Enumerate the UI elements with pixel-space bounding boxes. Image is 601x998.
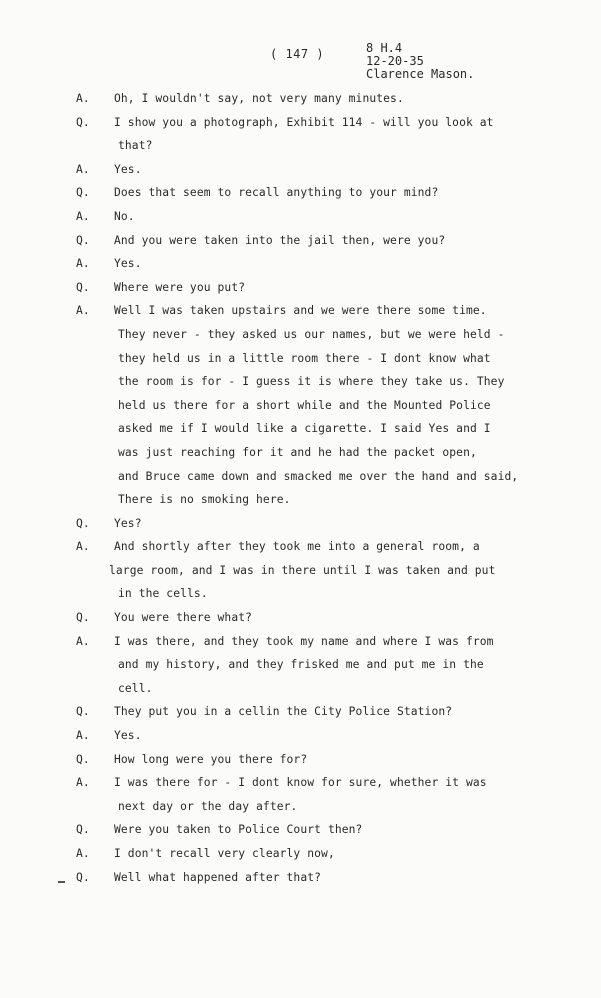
speaker-label: Q. — [76, 752, 90, 766]
line-text: that? — [118, 139, 153, 153]
transcript-line — [76, 753, 576, 777]
transcript-line — [76, 328, 576, 352]
transcript-line — [76, 682, 576, 706]
transcript-line — [76, 540, 576, 564]
speaker-label: Q. — [76, 186, 90, 200]
speaker-label: Q. — [76, 823, 90, 837]
speaker-label: Q. — [76, 516, 90, 530]
line-text: I was there, and they took my name and where I was from — [114, 634, 494, 648]
line-text: There is no smoking here. — [118, 493, 291, 507]
meta-line: 8 H.4 — [366, 41, 403, 55]
transcript-line — [76, 611, 576, 635]
line-text: large room, and I was in there until I was taken and put — [109, 563, 496, 577]
line-text: They put you in a cellin the City Police Station? — [114, 705, 453, 719]
speaker-label: A. — [76, 209, 90, 223]
transcript-line — [76, 564, 576, 588]
speaker-label: Q. — [76, 280, 90, 294]
line-text: held us there for a short while and the Mounted Police — [118, 398, 491, 412]
transcript-line — [76, 281, 576, 305]
transcript-line — [76, 729, 576, 753]
transcript-line — [76, 847, 576, 871]
line-text: Well I was taken upstairs and we were there some time. — [114, 304, 487, 318]
transcript-line — [76, 658, 576, 682]
transcript-line — [76, 422, 576, 446]
page-meta — [366, 42, 474, 81]
line-text: next day or the day after. — [118, 799, 298, 813]
transcript-line — [76, 234, 576, 258]
page-number: ( 147 ) — [270, 47, 325, 61]
transcript-line — [76, 210, 576, 234]
transcript-line — [76, 446, 576, 470]
transcript-line — [76, 257, 576, 281]
speaker-label: A. — [76, 162, 90, 176]
line-text: You were there what? — [114, 611, 253, 625]
speaker-label: A. — [76, 257, 90, 271]
line-text: asked me if I would like a cigarette. I said Yes and I — [118, 422, 491, 436]
speaker-label: Q. — [76, 611, 90, 625]
transcript-line — [76, 399, 576, 423]
transcript-line — [76, 776, 576, 800]
speaker-label: A. — [76, 847, 90, 860]
speaker-label: Q. — [76, 705, 90, 719]
transcript-line — [76, 375, 576, 399]
transcript-line — [76, 139, 576, 163]
line-text: they held us in a little room there - I dont know what — [118, 351, 491, 365]
transcript-line — [76, 116, 576, 140]
transcript-line — [76, 823, 576, 847]
transcript-line — [76, 186, 576, 210]
speaker-label: A. — [76, 634, 90, 648]
transcript-line — [76, 635, 576, 659]
line-text: Yes? — [114, 516, 142, 530]
transcript-line — [76, 352, 576, 376]
transcript-line — [76, 92, 576, 116]
meta-line: 12-20-35 — [366, 54, 424, 68]
line-text: No. — [114, 209, 135, 223]
line-text: was just reaching for it and he had the packet open, — [118, 445, 477, 459]
transcript-body — [76, 92, 576, 894]
speaker-label: A. — [76, 729, 90, 743]
line-text: the room is for - I guess it is where they take us. They — [118, 375, 505, 389]
speaker-label: Q. — [76, 115, 90, 129]
line-text: Oh, I wouldn't say, not very many minutes. — [114, 92, 404, 105]
margin-mark — [58, 881, 65, 883]
transcript-line — [76, 705, 576, 729]
line-text: I show you a photograph, Exhibit 114 - will you look at — [114, 115, 494, 129]
transcript-line — [76, 587, 576, 611]
transcript-line — [76, 800, 576, 824]
line-text: They never - they asked us our names, but we were held - — [118, 327, 505, 341]
line-text: and my history, and they frisked me and put me in the — [118, 658, 484, 672]
transcript-line — [76, 304, 576, 328]
transcript-line — [76, 517, 576, 541]
speaker-label: Q. — [76, 233, 90, 247]
line-text: Yes. — [114, 257, 142, 271]
transcript-line — [76, 470, 576, 494]
line-text: How long were you there for? — [114, 752, 308, 766]
line-text: I was there for - I dont know for sure, whether it was — [114, 776, 487, 790]
line-text: Yes. — [114, 162, 142, 176]
line-text: I don't recall very clearly now, — [114, 847, 335, 860]
speaker-label: A. — [76, 776, 90, 790]
line-text: cell. — [118, 681, 153, 695]
line-text: Yes. — [114, 729, 142, 743]
transcript-line — [76, 163, 576, 187]
line-text: and Bruce came down and smacked me over the hand and said, — [118, 469, 519, 483]
line-text: Were you taken to Police Court then? — [114, 823, 363, 837]
line-text: in the cells. — [118, 587, 208, 601]
line-text: And shortly after they took me into a general room, a — [114, 540, 480, 554]
line-text: And you were taken into the jail then, were you? — [114, 233, 446, 247]
transcript-line — [76, 493, 576, 517]
transcript-line — [76, 871, 576, 895]
speaker-label: A. — [76, 304, 90, 318]
meta-line: Clarence Mason. — [366, 67, 475, 81]
line-text: Does that seem to recall anything to your mind? — [114, 186, 439, 200]
speaker-label: Q. — [76, 870, 90, 884]
line-text: Where were you put? — [114, 280, 246, 294]
line-text: Well what happened after that? — [114, 870, 322, 884]
speaker-label: A. — [76, 92, 90, 105]
speaker-label: A. — [76, 540, 90, 554]
